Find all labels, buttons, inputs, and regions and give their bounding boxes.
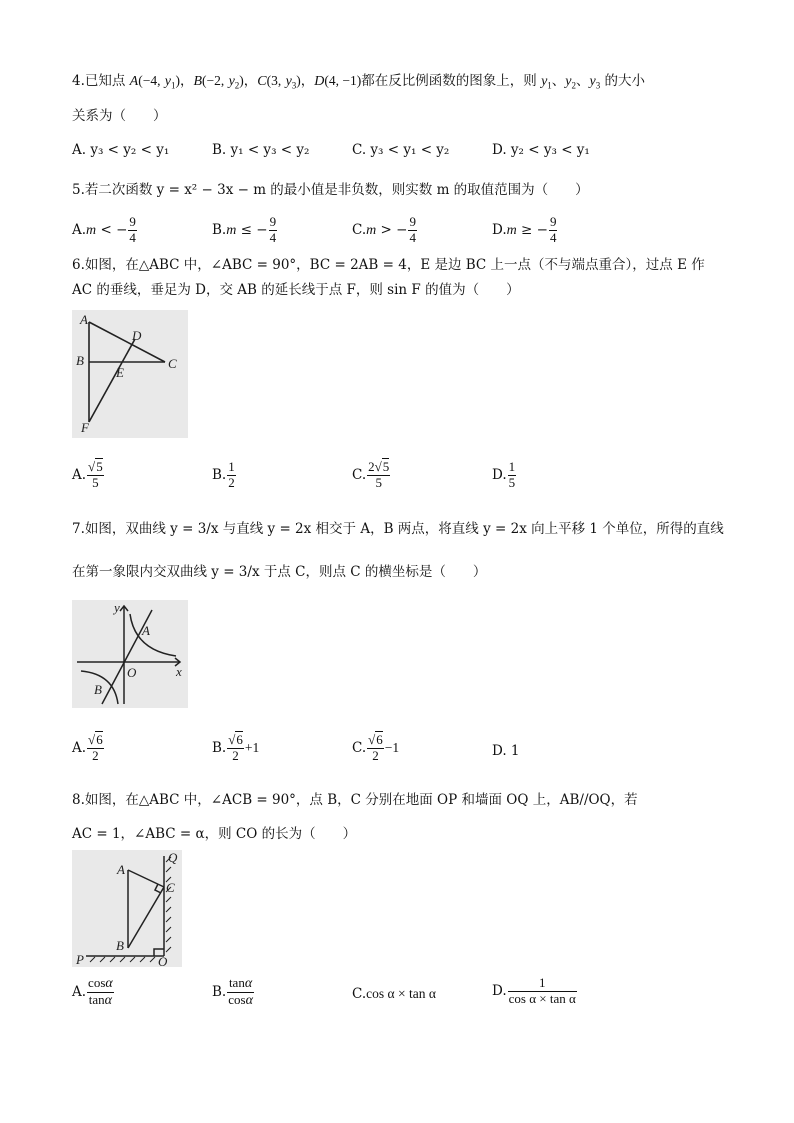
q6-option-a[interactable]: A. $\frac{√5}{5}$ xyxy=(72,459,103,490)
fraction: $\frac{√6}{2}$ xyxy=(368,732,383,763)
fraction: $\frac{9}{4}$ xyxy=(129,214,136,245)
q8-figure xyxy=(72,850,182,967)
q8-option-d[interactable]: D. $\frac{1}{\text{cos α × tan α}}$ xyxy=(492,975,576,1006)
q8-stem-line2: AC = 1，∠ABC = α，则 CO 的长为（ ） xyxy=(72,826,357,842)
fraction: $\frac{\cos\alpha}{\tan\alpha}$ xyxy=(88,975,113,1009)
label-a: A xyxy=(80,312,88,327)
label-b: B xyxy=(94,682,102,697)
sqrt-sign: √ xyxy=(88,459,96,474)
fraction: $\frac{2√5}{5}$ xyxy=(368,459,390,490)
q4-stem-line1 xyxy=(72,74,645,91)
q4-option-a[interactable]: A. y₃ < y₂ < y₁ xyxy=(72,142,170,158)
q4-option-b[interactable]: B. y₁ < y₃ < y₂ xyxy=(212,142,310,158)
fraction: $\frac{√6}{2}$ xyxy=(88,732,103,763)
q4-stem-text: 4.已知点 A(−4, $y_1$)，B(−2, $y_2$)，C(3, $y_3$)，D(4, −1)都在反比例函数的图象上，则 $y_1$、$y_2$、$y_3$ 的大小 xyxy=(72,73,646,91)
q7-option-b[interactable]: B. $\frac{√6}{2}$ +1 xyxy=(212,732,260,763)
hyperbola-diagram xyxy=(72,600,188,708)
q5-option-c[interactable]: C.m > − $\frac{9}{4}$ xyxy=(352,214,416,245)
q8-option-a[interactable]: A. $\frac{\cos\alpha}{\tan\alpha}$ xyxy=(72,975,113,1009)
fraction: $\frac{9}{4}$ xyxy=(269,214,277,245)
fraction: $\frac{1}{\text{cos α × tan α}}$ xyxy=(508,975,576,1006)
q6-stem-line2: AC 的垂线，垂足为 D，交 AB 的延长线于点 F，则 sin F 的值为（ ） xyxy=(72,282,520,298)
label-a: A xyxy=(117,862,125,877)
q5-option-d[interactable]: D.m ≥ − $\frac{9}{4}$ xyxy=(492,214,557,245)
q5-stem-line1: 5.若二次函数 y = x² − 3x − m 的最小值是非负数，则实数 m 的取值范围为（ ） xyxy=(72,182,589,198)
q6-stem-line1: 6.如图，在△ABC 中，∠ABC = 90°，BC = 2AB = 4，E 是边 BC 上一点（不与端点重合），过点 E 作 xyxy=(72,257,705,273)
q4-option-c[interactable]: C. y₃ < y₁ < y₂ xyxy=(352,142,450,158)
label-p: P xyxy=(76,952,84,967)
fraction: $\frac{9}{4}$ xyxy=(549,214,557,245)
label-b: B xyxy=(116,938,124,953)
fraction: $\frac{1}{5}$ xyxy=(508,459,516,490)
label-y: y xyxy=(114,600,120,615)
wall-ground-diagram xyxy=(72,850,182,967)
q7-option-a[interactable]: A. $\frac{√6}{2}$ xyxy=(72,732,103,763)
q7-stem-line2: 在第一象限内交双曲线 y = 3/x 于点 C，则点 C 的横坐标是（ ） xyxy=(72,564,487,580)
q8-stem-line1: 8.如图，在△ABC 中，∠ACB = 90°，点 B，C 分别在地面 OP 和墙面 OQ 上，AB//OQ，若 xyxy=(72,792,638,808)
label-x: x xyxy=(176,664,182,679)
label-b: B xyxy=(76,353,84,368)
q7-option-d[interactable]: D. 1 xyxy=(492,743,520,759)
q6-option-b[interactable]: B. $\frac{1}{2}$ xyxy=(212,459,235,490)
label-c: C xyxy=(166,880,175,895)
q8-option-b[interactable]: B. $\frac{\tan\alpha}{\cos\alpha}$ xyxy=(212,975,253,1009)
q4-option-d[interactable]: D. y₂ < y₃ < y₁ xyxy=(492,142,590,158)
q7-figure xyxy=(72,600,188,708)
sqrt-sign: √ xyxy=(88,732,96,747)
label-q: Q xyxy=(168,850,178,865)
q6-figure xyxy=(72,310,188,438)
fraction: $\frac{√6}{2}$ xyxy=(228,732,243,763)
sqrt-sign: √ xyxy=(368,732,376,747)
q7-option-c[interactable]: C. $\frac{√6}{2}$ −1 xyxy=(352,732,400,763)
label-o: O xyxy=(127,665,137,680)
label-d: D xyxy=(132,328,142,343)
q5-option-a[interactable]: A.m < − $\frac{9}{4}$ xyxy=(72,214,136,245)
fraction: $\frac{√5}{5}$ xyxy=(88,459,103,490)
q4-stem-line2: 关系为（ ） xyxy=(72,108,167,124)
q7-stem-line1: 7.如图，双曲线 y = 3/x 与直线 y = 2x 相交于 A，B 两点，将直线 y = 2x 向上平移 1 个单位，所得的直线 xyxy=(72,521,724,537)
fraction: $\frac{1}{2}$ xyxy=(228,459,235,490)
label-c: C xyxy=(168,356,177,371)
fraction: $\frac{9}{4}$ xyxy=(409,214,416,245)
label-a: A xyxy=(142,623,150,638)
fraction: $\frac{\tan\alpha}{\cos\alpha}$ xyxy=(228,975,253,1009)
sqrt-sign: √ xyxy=(374,459,382,474)
label-o: O xyxy=(158,954,168,967)
q8-option-c[interactable]: C.cos α × tan α xyxy=(352,986,436,1002)
q6-option-c[interactable]: C. $\frac{2√5}{5}$ xyxy=(352,459,390,490)
q6-option-d[interactable]: D. $\frac{1}{5}$ xyxy=(492,459,516,490)
label-e: E xyxy=(116,365,124,380)
sqrt-sign: √ xyxy=(228,732,236,747)
triangle-diagram xyxy=(72,310,188,438)
label-f: F xyxy=(81,420,89,435)
q5-option-b[interactable]: B.m ≤ − $\frac{9}{4}$ xyxy=(212,214,277,245)
